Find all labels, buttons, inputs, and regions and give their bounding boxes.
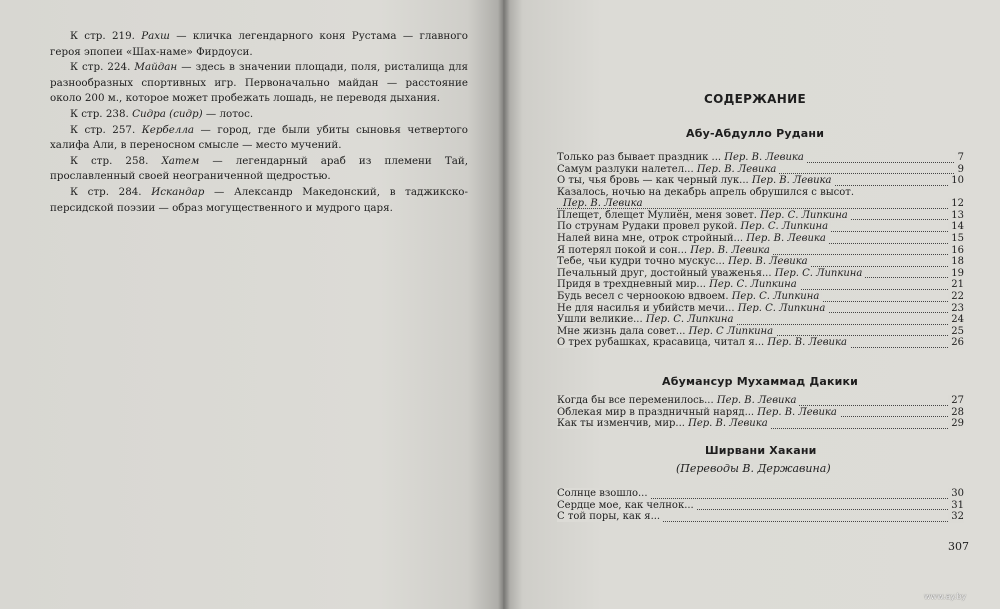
toc-page-number: 15 <box>948 233 964 245</box>
toc-entry: Самум разлуки налетел... Пер. В. Левика 9 <box>557 163 964 175</box>
note-paragraph: К стр. 219. Рахш — кличка легендарного коня Рустама — главного героя эпопеи «Шах-наме» Фирдоуси. <box>50 30 468 58</box>
toc-entry: Как ты изменчив, мир... Пер. В. Левика 29 <box>557 418 964 430</box>
toc-page-number: 13 <box>948 210 964 222</box>
toc-page-number: 7 <box>955 152 964 164</box>
toc-entry: О трех рубашках, красавица, читал я... Пер. В. Левика 26 <box>557 337 964 349</box>
toc-entry: О ты, чья бровь — как черный лук... Пер. В. Левика 10 <box>557 175 964 187</box>
note-paragraph: К стр. 257. Кербелла — город, где были убиты сыновья четвертого халифа Али, в переносном смысле — место мучений. <box>50 123 468 152</box>
toc-entry: Ушли великие... Пер. С. Липкина 24 <box>557 314 964 326</box>
toc-entry: Тебе, чьи кудри точно мускус... Пер. В. Левика 18 <box>557 256 964 268</box>
toc-entry: Облекая мир в праздничный наряд... Пер. В. Левика 28 <box>557 406 964 418</box>
toc-entry: С той поры, как я... 32 <box>557 511 964 523</box>
toc-page-number: 14 <box>948 221 964 233</box>
toc-entry: По струнам Рудаки провел рукой. Пер. С. Липкина 14 <box>557 221 964 233</box>
toc-list-khakani <box>557 488 964 523</box>
section-heading: Абу-Абдулло Рудани <box>686 127 825 140</box>
note-term: Хатем <box>161 154 200 167</box>
toc-page-number: 9 <box>955 164 964 176</box>
toc-entry: Не для насилья и убийств мечи... Пер. С. Липкина 23 <box>557 302 964 314</box>
note-term: Сидра (сидр) <box>132 107 203 120</box>
note-paragraph: К стр. 258. Хатем — легендарный араб из племени Тай, прославленный своей неограниченной щедростью. <box>50 154 468 183</box>
toc-entry: Когда бы все переменилось... Пер. В. Левика 27 <box>557 395 964 406</box>
toc-page-number: 21 <box>948 279 964 291</box>
toc-page-number: 28 <box>948 407 964 419</box>
note-term: Рахш <box>141 30 170 42</box>
toc-page-number: 10 <box>948 175 964 187</box>
toc-entry: Только раз бывает праздник ... Пер. В. Левика 7 <box>557 152 964 163</box>
toc-page-number: 31 <box>948 500 964 512</box>
toc-page-number: 22 <box>948 291 964 303</box>
toc-page-number: 23 <box>948 303 964 315</box>
toc-entry: Печальный друг, достойный уваженья... Пер. С. Липкина 19 <box>557 267 964 279</box>
contents-title: СОДЕРЖАНИЕ <box>704 92 806 106</box>
watermark: www.ay.by <box>924 592 967 601</box>
section-subtitle: (Переводы В. Державина) <box>676 462 831 475</box>
toc-page-number: 18 <box>948 256 964 268</box>
page-number: 307 <box>948 540 969 553</box>
toc-list-rudaki <box>557 152 964 349</box>
notes-block <box>50 29 468 216</box>
toc-page-number: 32 <box>948 511 964 523</box>
toc-entry: Плещет, блещет Мулиён, меня зовет. Пер. С. Липкина 13 <box>557 209 964 221</box>
toc-page-number: 26 <box>948 337 964 349</box>
toc-list-dakiki <box>557 395 964 430</box>
toc-page-number: 12 <box>948 198 964 210</box>
note-term: Кербелла <box>141 123 195 136</box>
note-paragraph: К стр. 224. Майдан — здесь в значении площади, поля, ристалища для разнообразных спортивных игр. Первоначально майдан — расстояние около 200 м., которое может пробежать лошадь, не переводя дыхания. <box>50 61 468 105</box>
toc-page-number: 25 <box>948 326 964 338</box>
toc-entry: Мне жизнь дала совет... Пер. С Липкина 25 <box>557 325 964 337</box>
toc-page-number: 29 <box>948 418 964 430</box>
toc-page-number: 24 <box>948 314 964 326</box>
toc-entry: Казалось, ночью на декабрь апрель обрушился с высот. Пер. В. Левика 12 <box>557 187 964 210</box>
note-term: Майдан <box>134 61 178 74</box>
note-term: Искандар <box>151 185 205 198</box>
toc-page-number: 19 <box>948 268 964 280</box>
toc-page-number: 27 <box>948 395 964 407</box>
note-paragraph: К стр. 238. Сидра (сидр) — лотос. <box>70 107 254 120</box>
toc-page-number: 30 <box>948 488 964 500</box>
toc-entry: Солнце взошло... 30 <box>557 488 964 499</box>
book-gutter <box>498 0 510 609</box>
toc-entry: Придя в трехдневный мир... Пер. С. Липкина 21 <box>557 279 964 291</box>
toc-entry: Будь весел с черноокою вдвоем. Пер. С. Липкина 22 <box>557 290 964 302</box>
note-paragraph: К стр. 284. Искандар — Александр Македонский, в таджикско-персидской поэзии — образ могущественного и мудрого царя. <box>50 185 468 214</box>
section-heading: Ширвани Хакани <box>705 444 817 457</box>
toc-entry: Сердце мое, как челнок... 31 <box>557 499 964 511</box>
toc-entry: Налей вина мне, отрок стройный... Пер. В. Левика 15 <box>557 232 964 244</box>
toc-entry: Я потерял покой и сон... Пер. В. Левика 16 <box>557 244 964 256</box>
toc-page-number: 16 <box>948 245 964 257</box>
section-heading: Абумансур Мухаммад Дакики <box>662 375 859 388</box>
